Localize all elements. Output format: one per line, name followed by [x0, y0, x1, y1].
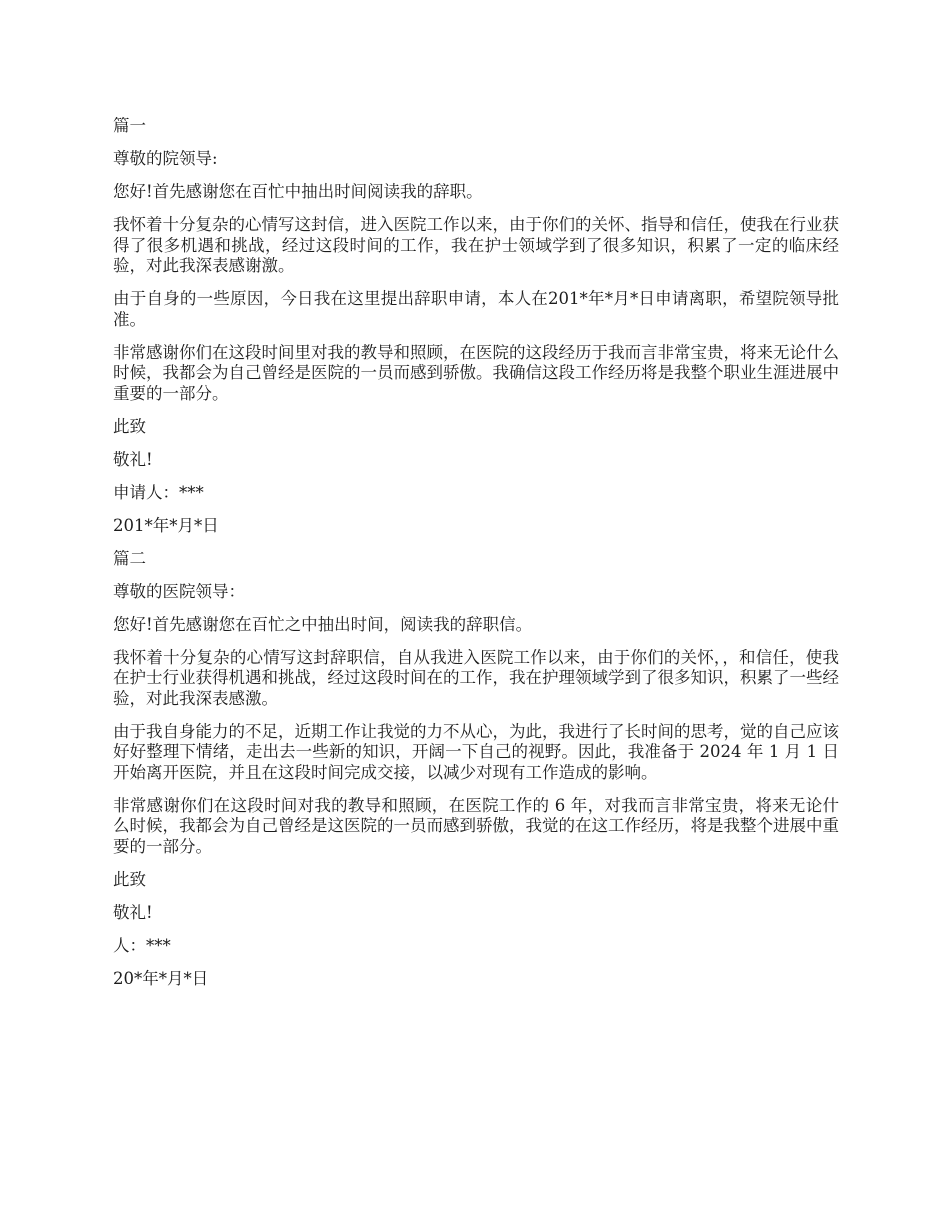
paragraph: 您好!首先感谢您在百忙中抽出时间阅读我的辞职。 [113, 182, 483, 201]
paragraph: 非常感谢你们在这段时间里对我的教导和照顾，在医院的这段经历于我而言非常宝贵，将来无论什么时候，我都会为自己曾经是医院的一员而感到骄傲。我确信这段工作经历将是我整个职业生涯进展中重要的一部分。 [113, 342, 839, 403]
section-heading: 篇二 [113, 548, 146, 568]
letter-part-two [113, 549, 839, 990]
applicant-line: 人：*** [113, 935, 171, 955]
date-line: 20*年*月*日 [113, 968, 209, 988]
date-line: 201*年*月*日 [113, 515, 219, 535]
document-body [113, 116, 839, 1002]
closing-line: 此致 [113, 869, 146, 889]
paragraph: 我怀着十分复杂的心情写这封信，进入医院工作以来，由于你们的关怀、指导和信任，使我在行业获得了很多机遇和挑战，经过这段时间的工作，我在护士领域学到了很多知识，积累了一定的临床经验，对此我深表感谢激。 [113, 215, 839, 275]
paragraph: 您好!首先感谢您在百忙之中抽出时间，阅读我的辞职信。 [113, 614, 533, 634]
salutation: 尊敬的院领导: [113, 149, 218, 168]
closing-line: 此致 [113, 416, 146, 436]
section-heading: 篇一 [113, 116, 146, 135]
salutation: 尊敬的医院领导： [113, 581, 245, 601]
closing-line: 敬礼! [113, 902, 153, 922]
applicant-line: 申请人：*** [113, 482, 204, 502]
letter-part-one [113, 116, 839, 536]
paragraph: 我怀着十分复杂的心情写这封辞职信，自从我进入医院工作以来，由于你们的关怀，，和信任，使我在护士行业获得机遇和挑战，经过这段时间在的工作，我在护理领域学到了很多知识，积累了一些经验，对此我深表感激。 [113, 647, 839, 708]
paragraph: 由于自身的一些原因，今日我在这里提出辞职申请，本人在201*年*月*日申请离职，希望院领导批准。 [113, 289, 839, 329]
paragraph: 由于我自身能力的不足，近期工作让我觉的力不从心，为此，我进行了长时间的思考，觉的自己应该好好整理下情绪，走出去一些新的知识，开阔一下自己的视野。因此，我准备于 2024 年 1 月 1 日开始离开医院，并且在这段时间完成交接，以减少对现有工作造成的影响。 [113, 721, 839, 782]
paragraph: 非常感谢你们在这段时间对我的教导和照顾，在医院工作的 6 年，对我而言非常宝贵，将来无论什么时候，我都会为自己曾经是这医院的一员而感到骄傲，我觉的在这工作经历，将是我整个进展中重要的一部分。 [113, 795, 839, 856]
closing-line: 敬礼! [113, 449, 153, 469]
